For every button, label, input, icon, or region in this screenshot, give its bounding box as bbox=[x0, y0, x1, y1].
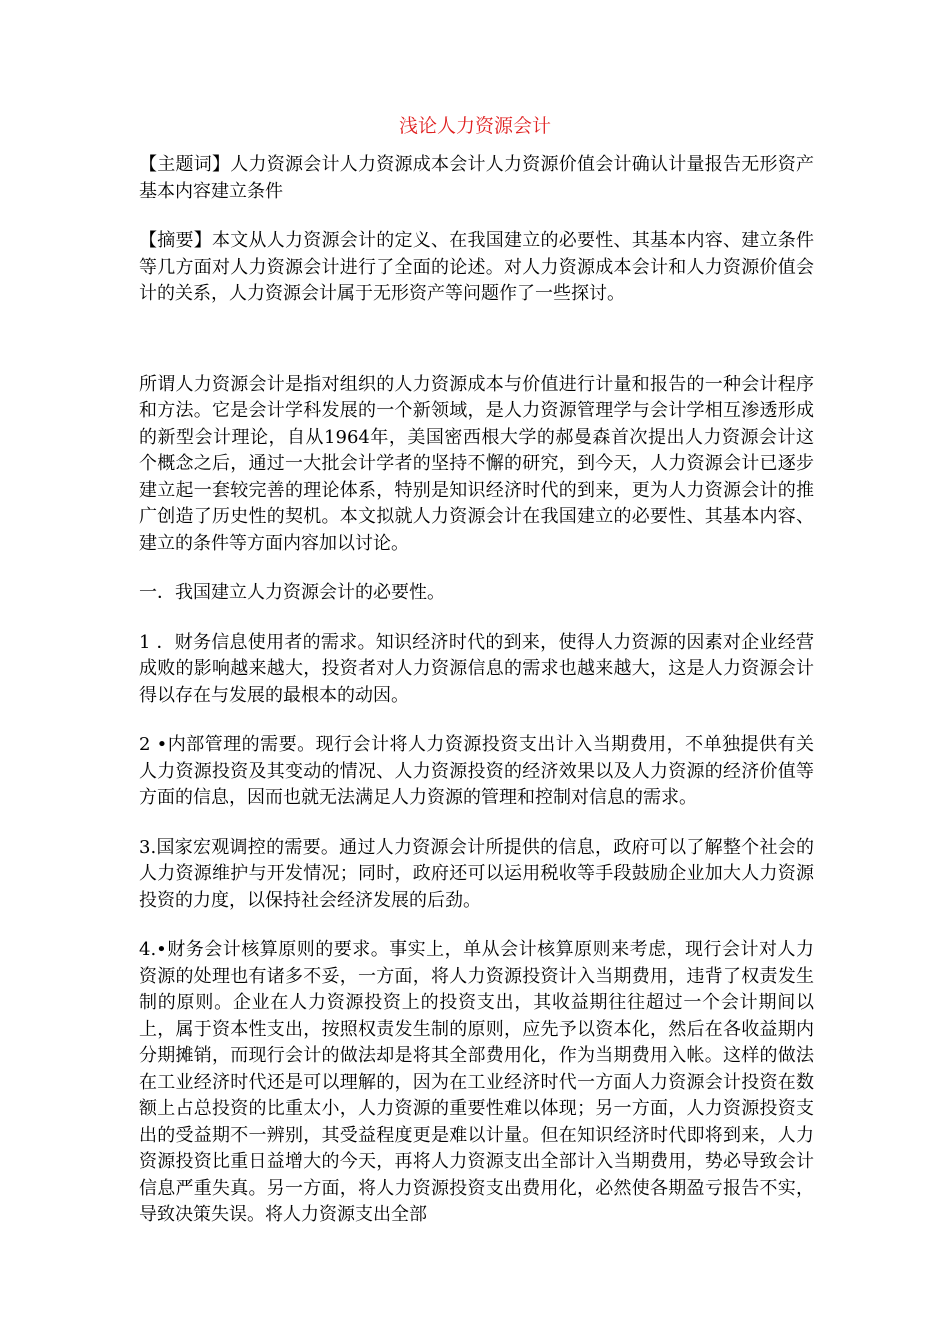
keywords-paragraph: 【主题词】人力资源会计人力资源成本会计人力资源价值会计确认计量报告无形资产基本内容建立条件 bbox=[139, 154, 814, 202]
point-4-paragraph: 4.•财务会计核算原则的要求。事实上，单从会计核算原则来考虑，现行会计对人力资源的处理也有诸多不妥，一方面，将人力资源投资计入当期费用，违背了权责发生制的原则。企业在人力资源投资上的投资支出，其收益期往往超过一个会计期间以上，属于资本性支出，按照权责发生制的原则，应先予以资本化，然后在各收益期内分期摊销，而现行会计的做法却是将其全部费用化，作为当期费用入帐。这样的做法在工业经济时代还是可以理解的，因为在工业经济时代一方面人力资源会计投资在数额上占总投资的比重太小，人力资源的重要性难以体现；另一方面，人力资源投资支出的受益期不一辨别，其受益程度更是难以计量。但在知识经济时代即将到来，人力资源投资比重日益增大的今天，再将人力资源支出全部计入当期费用，势必导致会计信息严重失真。另一方面，将人力资源投资支出费用化，必然使各期盈亏报告不实，导致决策失误。将人力资源支出全部 bbox=[139, 939, 814, 1225]
intro-paragraph: 所谓人力资源会计是指对组织的人力资源成本与价值进行计量和报告的一种会计程序和方法。它是会计学科发展的一个新领域，是人力资源管理学与会计学相互渗透形成的新型会计理论，自从1964年，美国密西根大学的郝曼森首次提出人力资源会计这个概念之后，通过一大批会计学者的坚持不懈的研究，到今天，人力资源会计已逐步建立起一套较完善的理论体系，特别是知识经济时代的到来，更为人力资源会计的推广创造了历史性的契机。本文拟就人力资源会计在我国建立的必要性、其基本内容、建立的条件等方面内容加以讨论。 bbox=[139, 373, 814, 554]
point-2-paragraph: 2 •内部管理的需要。现行会计将人力资源投资支出计入当期费用，不单独提供有关人力资源投资及其变动的情况、人力资源投资的经济效果以及人力资源的经济价值等方面的信息，因而也就无法满足人力资源的管理和控制对信息的需求。 bbox=[139, 734, 814, 808]
document-title: 浅论人力资源会计 bbox=[398, 115, 551, 137]
document-body bbox=[139, 152, 814, 1229]
section-heading: 一．我国建立人力资源会计的必要性。 bbox=[139, 582, 445, 603]
point-3-paragraph: 3.国家宏观调控的需要。通过人力资源会计所提供的信息，政府可以了解整个社会的人力资源维护与开发情况；同时，政府还可以运用税收等手段鼓励企业加大人力资源投资的力度，以保持社会经济发展的后劲。 bbox=[139, 836, 814, 911]
abstract-paragraph: 【摘要】本文从人力资源会计的定义、在我国建立的必要性、其基本内容、建立条件等几方面对人力资源会计进行了全面的论述。对人力资源成本会计和人力资源价值会计的关系，人力资源会计属于无形资产等问题作了一些探讨。 bbox=[139, 230, 814, 304]
point-1-paragraph: 1 ．财务信息使用者的需求。知识经济时代的到来，使得人力资源的因素对企业经营成败的影响越来越大，投资者对人力资源信息的需求也越来越大，这是人力资源会计得以存在与发展的最根本的动因。 bbox=[139, 631, 814, 706]
